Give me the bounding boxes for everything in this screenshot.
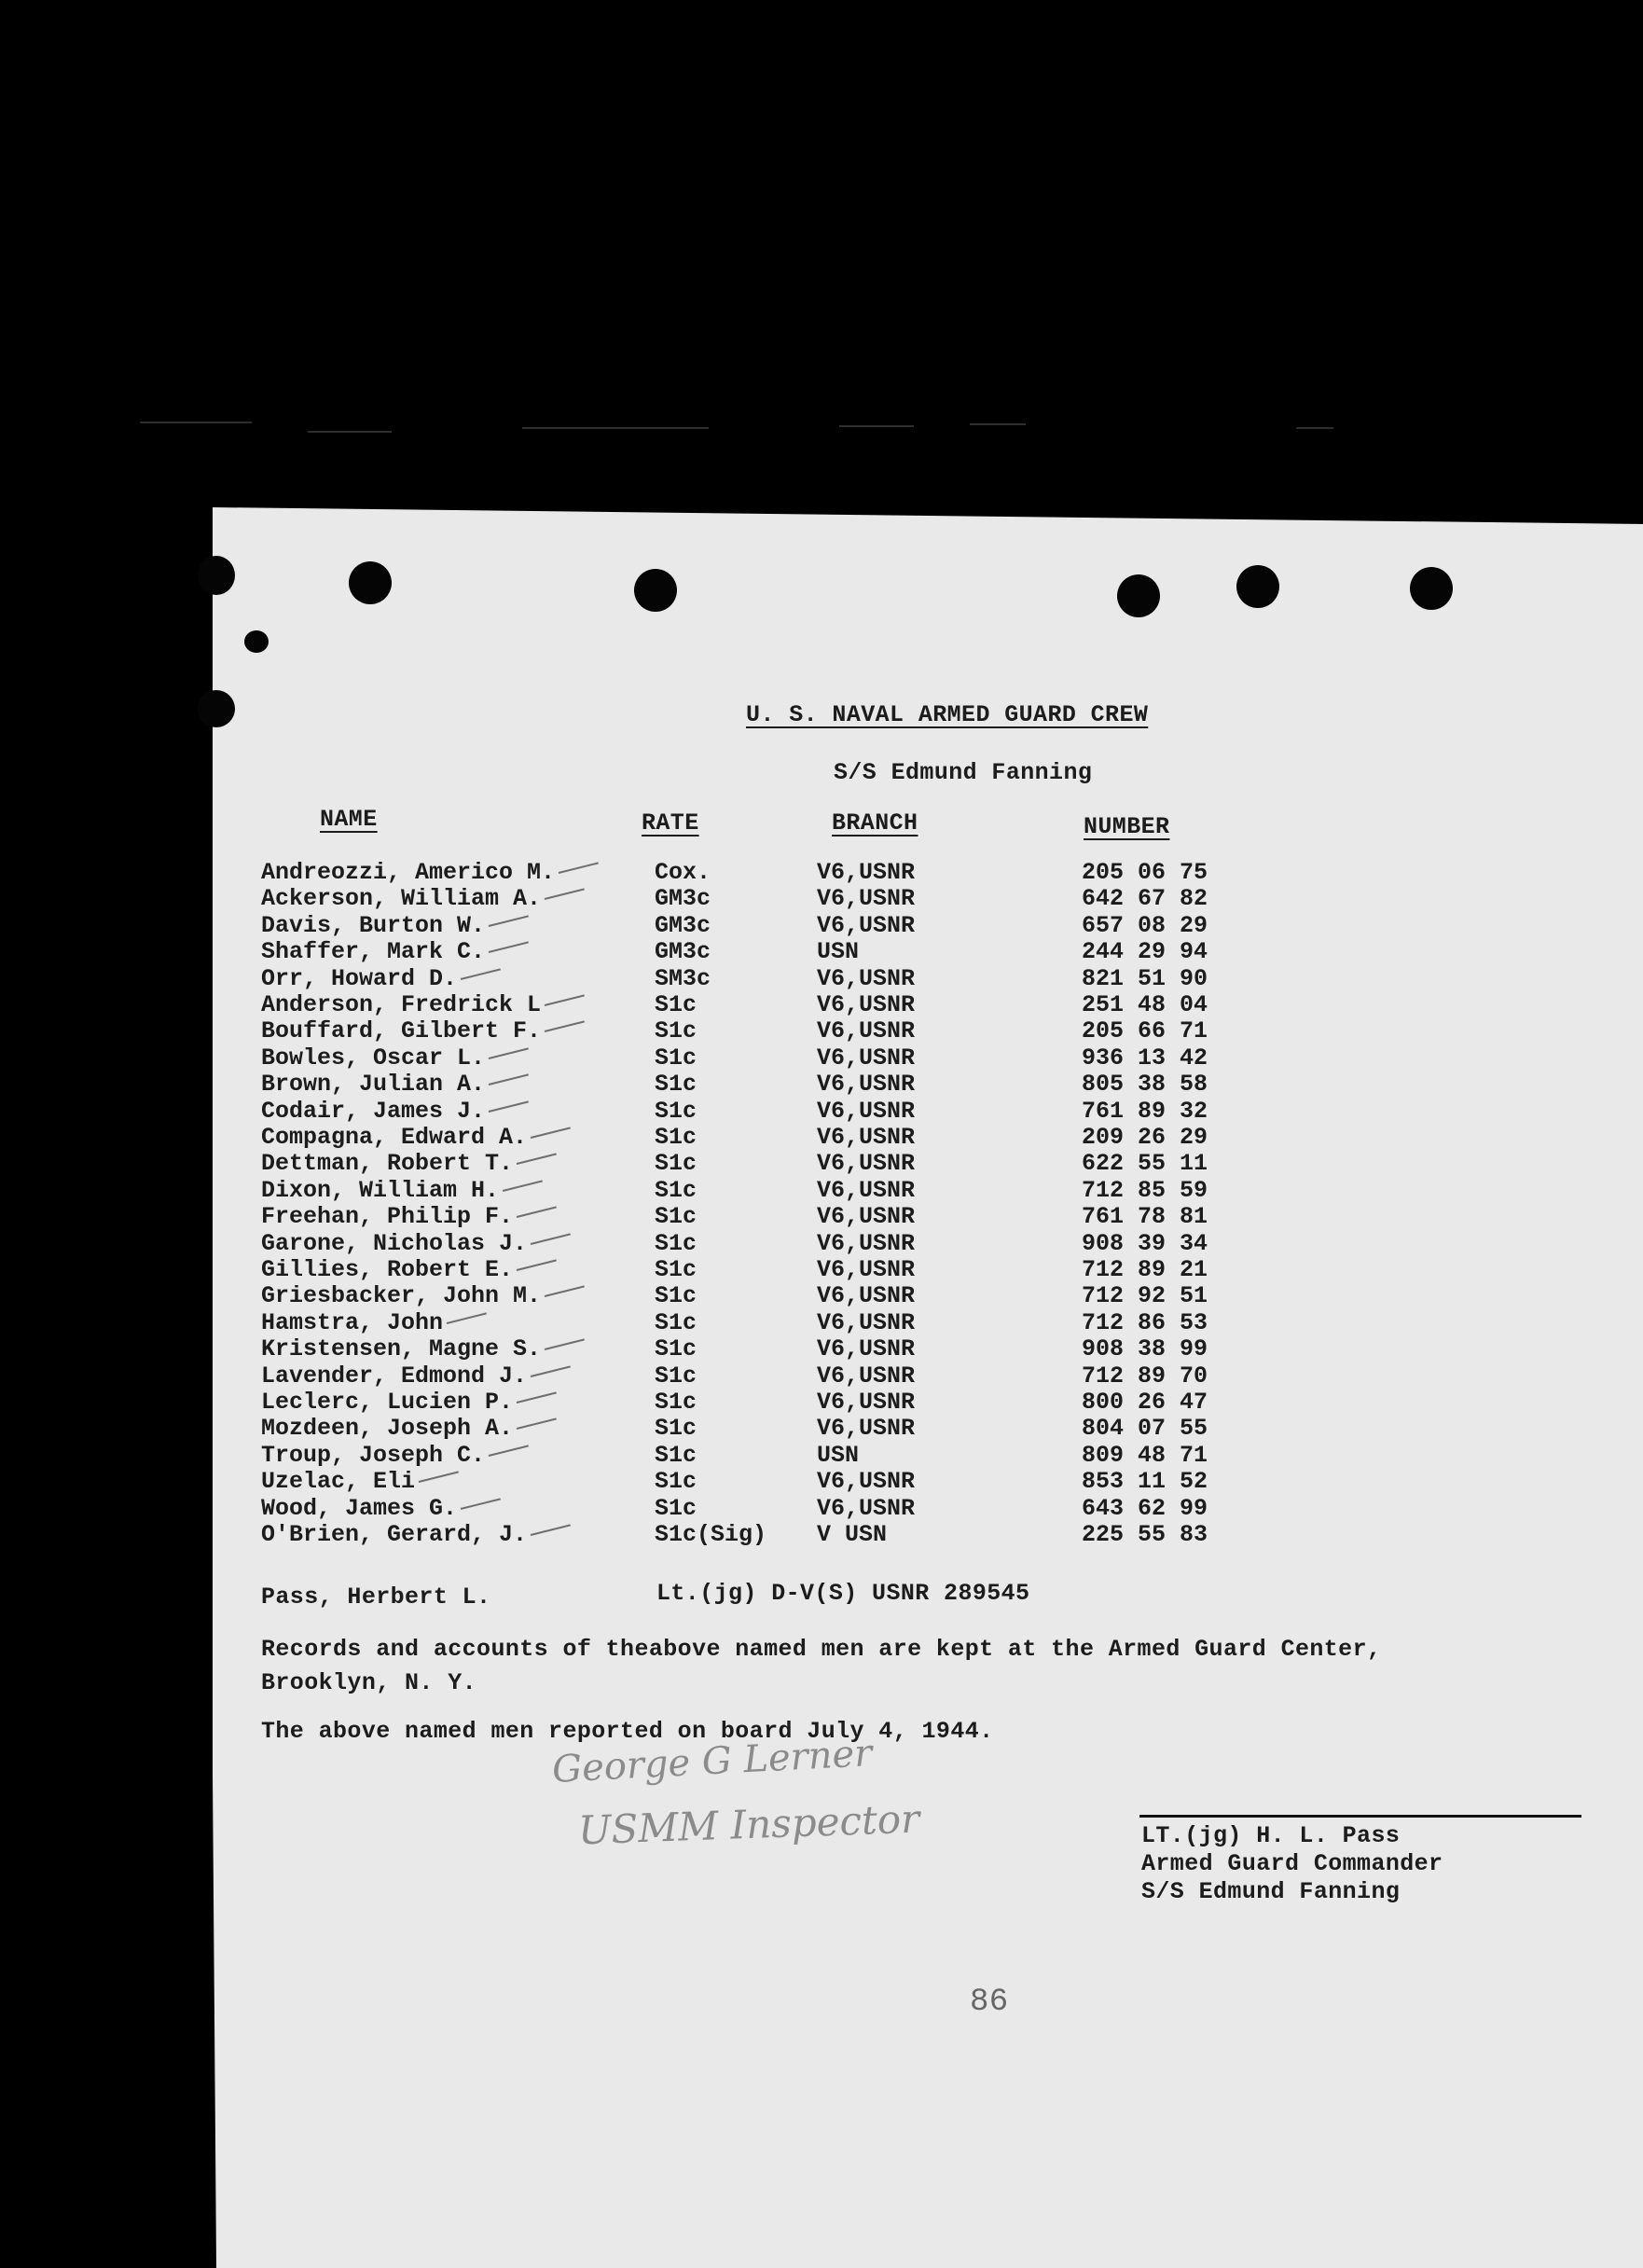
edge-tear — [244, 630, 269, 653]
reported-text: The above named men reported on board July 4, 1944. — [261, 1718, 994, 1745]
crew-number: 712 92 51 — [1082, 1282, 1208, 1310]
crew-name: Griesbacker, John M. — [261, 1282, 542, 1310]
crew-number: 712 89 70 — [1082, 1362, 1208, 1390]
crew-name: Kristensen, Magne S. — [261, 1335, 542, 1363]
punch-hole — [634, 569, 677, 612]
crew-number: 712 89 21 — [1082, 1256, 1208, 1283]
crew-rate: GM3c — [655, 938, 711, 966]
crew-rate: S1c — [655, 1415, 697, 1443]
pencil-check-mark — [545, 1339, 585, 1351]
crew-rate: S1c — [655, 1362, 697, 1390]
crew-rate: S1c — [655, 1176, 697, 1204]
page-number: 86 — [970, 1984, 1009, 2020]
crew-rate: S1c — [655, 991, 697, 1018]
pencil-check-mark — [489, 1445, 529, 1457]
punch-hole — [1117, 574, 1160, 617]
crew-number: 805 38 58 — [1082, 1071, 1208, 1099]
table-row — [261, 912, 1287, 938]
table-row — [261, 1124, 1287, 1150]
document-title: U. S. NAVAL ARMED GUARD CREW — [746, 701, 1149, 728]
crew-name: Dixon, William H. — [261, 1176, 500, 1204]
crew-number: 800 26 47 — [1082, 1389, 1208, 1416]
crew-name: Ackerson, William A. — [261, 885, 542, 913]
crew-name: Bowles, Oscar L. — [261, 1044, 486, 1072]
handwritten-title: USMM Inspector — [577, 1795, 920, 1854]
pencil-check-mark — [503, 1180, 543, 1192]
table-row — [261, 1415, 1287, 1441]
crew-name: Davis, Burton W. — [261, 911, 486, 939]
crew-number: 657 08 29 — [1082, 911, 1208, 939]
crew-rate: S1c — [655, 1150, 697, 1178]
crew-rate: S1c — [655, 1017, 697, 1045]
crew-rate: S1c — [655, 1389, 697, 1416]
pencil-check-mark — [545, 889, 585, 901]
crew-rate: S1c — [655, 1229, 697, 1257]
pencil-check-mark — [531, 1127, 571, 1139]
crew-number: 712 85 59 — [1082, 1176, 1208, 1204]
crew-name: Troup, Joseph C. — [261, 1441, 486, 1469]
crew-name: Leclerc, Lucien P. — [261, 1389, 514, 1416]
crew-number: 225 55 83 — [1082, 1521, 1208, 1548]
pencil-check-mark — [559, 862, 599, 874]
crew-name: Shaffer, Mark C. — [261, 938, 486, 966]
crew-name: O'Brien, Gerard, J. — [261, 1521, 528, 1548]
pencil-check-mark — [489, 942, 529, 954]
header-rate: RATE — [642, 809, 699, 837]
pencil-check-mark — [447, 1312, 487, 1324]
scan-artifact — [522, 427, 709, 429]
officer-details: Lt.(jg) D-V(S) USNR 289545 — [656, 1580, 1030, 1607]
crew-rate: S1c — [655, 1071, 697, 1099]
crew-rate: S1c — [655, 1282, 697, 1310]
crew-number: 804 07 55 — [1082, 1415, 1208, 1443]
crew-branch: V6,USNR — [817, 1389, 916, 1416]
crew-name: Orr, Howard D. — [261, 964, 458, 992]
crew-branch: V6,USNR — [817, 885, 916, 913]
crew-rate: S1c — [655, 1441, 697, 1469]
table-row — [261, 1044, 1287, 1071]
ship-name: S/S Edmund Fanning — [834, 759, 1093, 786]
crew-rate: S1c — [655, 1335, 697, 1363]
crew-number: 908 38 99 — [1082, 1335, 1208, 1363]
crew-name: Wood, James G. — [261, 1494, 458, 1522]
pencil-check-mark — [489, 1100, 529, 1113]
pencil-check-mark — [517, 1259, 557, 1271]
table-row — [261, 1362, 1287, 1389]
signature-line3: S/S Edmund Fanning — [1141, 1878, 1401, 1905]
crew-branch: V6,USNR — [817, 911, 916, 939]
pencil-check-mark — [531, 1524, 571, 1536]
crew-name: Garone, Nicholas J. — [261, 1229, 528, 1257]
table-row — [261, 1309, 1287, 1335]
pencil-check-mark — [531, 1365, 571, 1377]
punch-hole — [1410, 567, 1453, 610]
crew-branch: V6,USNR — [817, 1494, 916, 1522]
table-row — [261, 1230, 1287, 1256]
table-row — [261, 1335, 1287, 1362]
crew-name: Dettman, Robert T. — [261, 1150, 514, 1178]
crew-rate: S1c — [655, 1097, 697, 1125]
table-row — [261, 1177, 1287, 1203]
scan-artifact — [839, 425, 914, 427]
records-text-line2: Brooklyn, N. Y. — [261, 1669, 477, 1696]
crew-number: 821 51 90 — [1082, 964, 1208, 992]
pencil-check-mark — [545, 994, 585, 1006]
crew-branch: V6,USNR — [817, 1362, 916, 1390]
crew-branch: V6,USNR — [817, 1415, 916, 1443]
crew-rate: Cox. — [655, 859, 711, 886]
pencil-check-mark — [419, 1472, 459, 1484]
crew-rate: S1c — [655, 1468, 697, 1496]
signature-rule — [1139, 1815, 1581, 1818]
table-row — [261, 1017, 1287, 1044]
crew-branch: V6,USNR — [817, 1282, 916, 1310]
crew-number: 809 48 71 — [1082, 1441, 1208, 1469]
crew-name: Uzelac, Eli — [261, 1468, 416, 1496]
table-row — [261, 965, 1287, 991]
crew-number: 642 67 82 — [1082, 885, 1208, 913]
crew-branch: V6,USNR — [817, 991, 916, 1018]
crew-branch: V6,USNR — [817, 1097, 916, 1125]
crew-rate: GM3c — [655, 911, 711, 939]
crew-branch: V6,USNR — [817, 1071, 916, 1099]
crew-branch: V6,USNR — [817, 1229, 916, 1257]
crew-rate: S1c — [655, 1494, 697, 1522]
crew-branch: USN — [817, 1441, 860, 1469]
crew-number: 853 11 52 — [1082, 1468, 1208, 1496]
crew-branch: USN — [817, 938, 860, 966]
officer-name: Pass, Herbert L. — [261, 1583, 491, 1611]
crew-name: Gillies, Robert E. — [261, 1256, 514, 1283]
crew-number: 244 29 94 — [1082, 938, 1208, 966]
handwritten-signature: George G Lerner — [551, 1732, 874, 1791]
crew-branch: V6,USNR — [817, 1335, 916, 1363]
crew-name: Andreozzi, Americo M. — [261, 859, 556, 886]
crew-name: Anderson, Fredrick L — [261, 991, 542, 1018]
punch-hole — [349, 561, 392, 604]
pencil-check-mark — [517, 1418, 557, 1431]
header-branch: BRANCH — [832, 809, 918, 837]
scan-artifact — [140, 422, 252, 423]
crew-number: 761 89 32 — [1082, 1097, 1208, 1125]
crew-rate: S1c — [655, 1308, 697, 1336]
pencil-check-mark — [531, 1233, 571, 1245]
records-text-line1: Records and accounts of theabove named men are kept at the Armed Guard Center, — [261, 1636, 1382, 1663]
crew-number: 908 39 34 — [1082, 1229, 1208, 1257]
scan-artifact — [1296, 427, 1333, 429]
crew-name: Codair, James J. — [261, 1097, 486, 1125]
pencil-check-mark — [461, 968, 501, 980]
table-row — [261, 1282, 1287, 1308]
crew-name: Freehan, Philip F. — [261, 1203, 514, 1231]
table-row — [261, 1071, 1287, 1097]
crew-name: Hamstra, John — [261, 1308, 444, 1336]
table-row — [261, 1203, 1287, 1229]
crew-branch: V6,USNR — [817, 1203, 916, 1231]
crew-number: 643 62 99 — [1082, 1494, 1208, 1522]
table-row — [261, 1521, 1287, 1547]
pencil-check-mark — [489, 1074, 529, 1086]
table-row — [261, 1256, 1287, 1282]
table-row — [261, 991, 1287, 1017]
crew-name: Compagna, Edward A. — [261, 1124, 528, 1151]
edge-tear — [198, 556, 235, 595]
pencil-check-mark — [545, 1286, 585, 1298]
crew-rate: S1c — [655, 1044, 697, 1072]
crew-number: 936 13 42 — [1082, 1044, 1208, 1072]
crew-name: Brown, Julian A. — [261, 1071, 486, 1099]
table-row — [261, 1150, 1287, 1176]
crew-number: 209 26 29 — [1082, 1124, 1208, 1151]
header-number: NUMBER — [1084, 813, 1170, 840]
crew-branch: V6,USNR — [817, 1124, 916, 1151]
crew-branch: V6,USNR — [817, 859, 916, 886]
crew-number: 712 86 53 — [1082, 1308, 1208, 1336]
header-name: NAME — [320, 806, 378, 833]
pencil-check-mark — [489, 1047, 529, 1059]
crew-name: Bouffard, Gilbert F. — [261, 1017, 542, 1045]
crew-branch: V6,USNR — [817, 964, 916, 992]
crew-number: 205 06 75 — [1082, 859, 1208, 886]
pencil-check-mark — [461, 1498, 501, 1510]
table-row — [261, 1495, 1287, 1521]
signature-line1: LT.(jg) H. L. Pass — [1141, 1822, 1401, 1849]
crew-rate: S1c — [655, 1256, 697, 1283]
scan-artifact — [970, 423, 1026, 425]
crew-rate: S1c — [655, 1203, 697, 1231]
crew-rate: GM3c — [655, 885, 711, 913]
crew-number: 251 48 04 — [1082, 991, 1208, 1018]
table-row — [261, 938, 1287, 964]
pencil-check-mark — [545, 1021, 585, 1033]
pencil-check-mark — [489, 915, 529, 927]
crew-branch: V6,USNR — [817, 1017, 916, 1045]
crew-number: 761 78 81 — [1082, 1203, 1208, 1231]
table-row — [261, 1098, 1287, 1124]
crew-branch: V6,USNR — [817, 1176, 916, 1204]
crew-branch: V6,USNR — [817, 1044, 916, 1072]
table-row — [261, 885, 1287, 911]
crew-number: 622 55 11 — [1082, 1150, 1208, 1178]
crew-branch: V6,USNR — [817, 1468, 916, 1496]
pencil-check-mark — [517, 1154, 557, 1166]
crew-branch: V USN — [817, 1521, 888, 1548]
crew-branch: V6,USNR — [817, 1150, 916, 1178]
edge-tear — [198, 690, 235, 727]
crew-branch: V6,USNR — [817, 1308, 916, 1336]
crew-rate: SM3c — [655, 964, 711, 992]
pencil-check-mark — [517, 1391, 557, 1404]
crew-name: Mozdeen, Joseph A. — [261, 1415, 514, 1443]
crew-branch: V6,USNR — [817, 1256, 916, 1283]
crew-name: Lavender, Edmond J. — [261, 1362, 528, 1390]
punch-hole — [1236, 565, 1279, 608]
table-row — [261, 1442, 1287, 1468]
crew-rate: S1c — [655, 1124, 697, 1151]
table-row — [261, 1468, 1287, 1494]
crew-number: 205 66 71 — [1082, 1017, 1208, 1045]
crew-rate: S1c(Sig) — [655, 1521, 767, 1548]
pencil-check-mark — [517, 1207, 557, 1219]
table-row — [261, 859, 1287, 885]
scan-artifact — [308, 431, 392, 433]
table-row — [261, 1389, 1287, 1415]
signature-line2: Armed Guard Commander — [1141, 1850, 1443, 1877]
